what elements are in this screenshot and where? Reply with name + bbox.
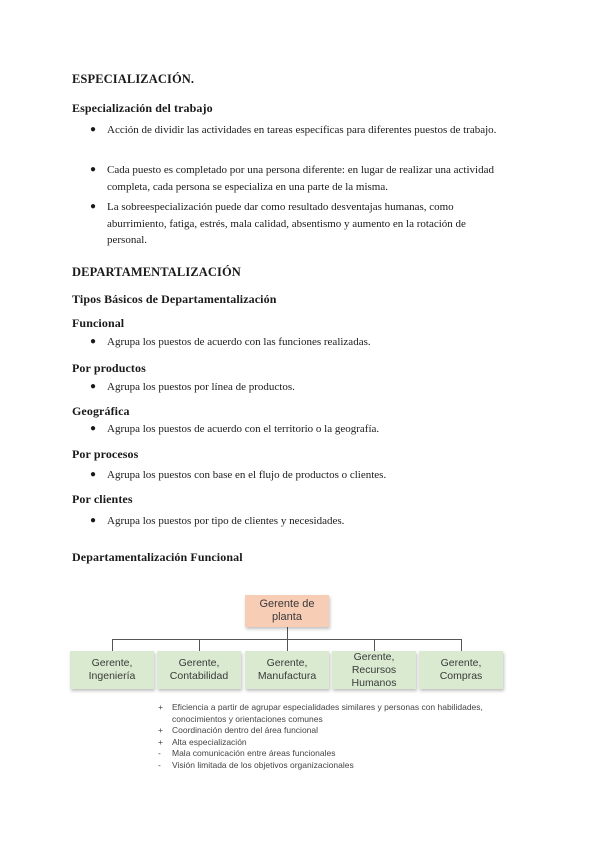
list-item: ● Cada puesto es completado por una persona diferente: en lugar de realizar una actividad completa, cada persona se especializa en una parte de la misma. bbox=[90, 164, 494, 193]
type-heading: Por procesos bbox=[72, 447, 139, 461]
org-child-box: Gerente, Compras bbox=[419, 651, 503, 689]
type-heading: Funcional bbox=[72, 316, 125, 330]
plus-icon: + bbox=[158, 702, 163, 712]
type-heading: Por clientes bbox=[72, 492, 133, 506]
bullet-icon: ● bbox=[90, 515, 97, 526]
connector-line bbox=[287, 627, 288, 639]
note-item: - Mala comunicación entre áreas funcionales bbox=[158, 748, 336, 758]
list-item: ● Agrupa los puestos por tipo de clientes y necesidades. bbox=[107, 513, 507, 530]
section-heading-funcional: Departamentalización Funcional bbox=[72, 550, 243, 564]
bullet-icon: ● bbox=[90, 164, 97, 175]
bullet-icon: ● bbox=[90, 381, 97, 392]
list-item: ● Acción de dividir las actividades en tareas específicas para diferentes puestos de trabajo. bbox=[107, 122, 507, 139]
org-notes bbox=[158, 702, 498, 771]
bullet-icon: ● bbox=[90, 423, 97, 434]
connector-line bbox=[112, 639, 113, 651]
bullet-icon: ● bbox=[90, 124, 97, 135]
org-child-box: Gerente, Recursos Humanos bbox=[332, 651, 416, 689]
minus-icon: - bbox=[158, 748, 161, 758]
note-item: - Visión limitada de los objetivos organizacionales bbox=[158, 759, 354, 770]
type-heading: Por productos bbox=[72, 361, 146, 375]
org-child-box: Gerente, Manufactura bbox=[245, 651, 329, 689]
page-title: ESPECIALIZACIÓN. bbox=[72, 72, 195, 86]
org-root-box: Gerente de planta bbox=[245, 595, 329, 627]
section-subheading: Tipos Básicos de Departamentalización bbox=[72, 292, 277, 306]
subtitle-especializacion: Especialización del trabajo bbox=[72, 101, 213, 115]
note-item: + Alta especialización bbox=[158, 736, 247, 747]
note-item: + Eficiencia a partir de agrupar especialidades similares y personas con habilidades, conocimientos y orientaciones comunes bbox=[158, 702, 483, 724]
org-child-box: Gerente, Contabilidad bbox=[157, 651, 241, 689]
connector-line bbox=[461, 639, 462, 651]
plus-icon: + bbox=[158, 736, 163, 747]
connector-line bbox=[199, 639, 200, 651]
bullet-icon: ● bbox=[90, 336, 97, 347]
note-item: + Coordinación dentro del área funcional bbox=[158, 725, 319, 735]
bullet-icon: ● bbox=[90, 469, 97, 480]
org-chart bbox=[70, 589, 506, 694]
list-item: ● La sobreespecialización puede dar como resultado desventajas humanas, como aburrimiento, fatiga, estrés, mala calidad, absentismo y aumento en la rotación de personal. bbox=[90, 201, 466, 246]
list-item: ● Agrupa los puestos de acuerdo con el territorio o la geografía. bbox=[107, 421, 507, 438]
plus-icon: + bbox=[158, 725, 163, 735]
section-heading: DEPARTAMENTALIZACIÓN bbox=[72, 265, 241, 279]
connector-line bbox=[374, 639, 375, 651]
connector-line bbox=[287, 639, 288, 651]
minus-icon: - bbox=[158, 759, 161, 770]
list-item: ● Agrupa los puestos con base en el flujo de productos o clientes. bbox=[107, 467, 507, 484]
org-child-box: Gerente, Ingeniería bbox=[70, 651, 154, 689]
list-item: ● Agrupa los puestos de acuerdo con las funciones realizadas. bbox=[107, 334, 507, 351]
type-heading: Geográfica bbox=[72, 404, 130, 418]
list-item: ● Agrupa los puestos por línea de productos. bbox=[107, 379, 507, 396]
bullet-icon: ● bbox=[90, 201, 97, 212]
